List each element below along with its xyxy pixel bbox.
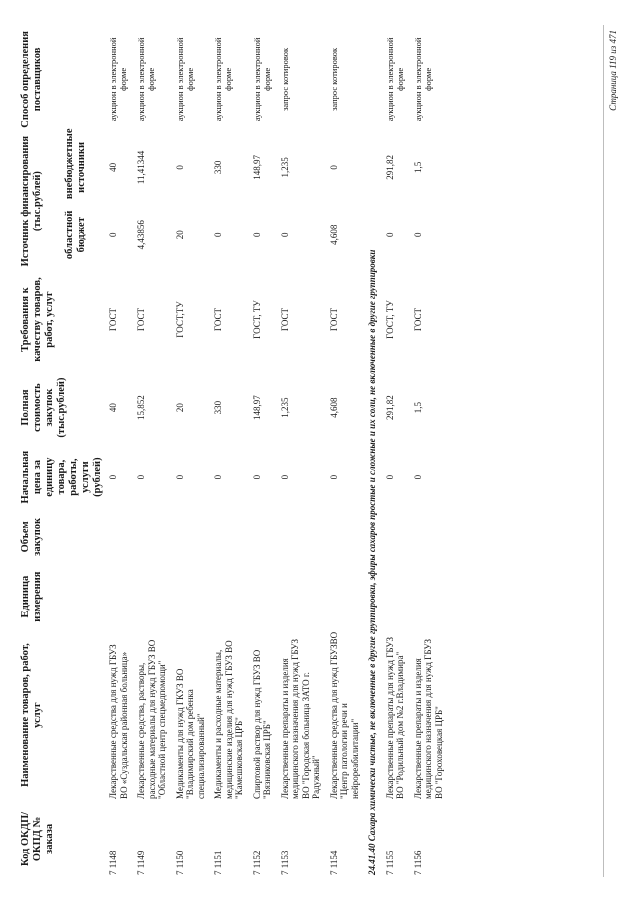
- header-source-offbudget: внебюджетные источники: [64, 128, 87, 200]
- row-source-regional: 0: [251, 232, 262, 238]
- table-row: [211, 25, 250, 877]
- row-source-regional: 0: [108, 232, 118, 238]
- row-code: 7 1152: [251, 850, 262, 875]
- row-source-offbudget: 330: [213, 160, 223, 175]
- row-full-cost: 291,82: [384, 395, 395, 420]
- row-volume: [134, 510, 173, 564]
- header-code: Код ОКДП/ ОКПД № заказа: [20, 811, 55, 867]
- table-row: [134, 25, 173, 877]
- header-method: Способ определения поставщиков: [20, 31, 43, 128]
- table-row: [327, 25, 366, 877]
- row-unit: [106, 564, 134, 629]
- row-requirements: ГОСТ: [108, 308, 118, 332]
- table-row: [106, 25, 134, 877]
- row-name: Медикаменты для нужд ГКУЗ ВО "Владимирский дом ребенка специализированный": [174, 668, 206, 799]
- row-code: 7 1156: [412, 850, 423, 875]
- row-init-price: 0: [213, 474, 223, 480]
- row-code: 7 1148: [108, 850, 118, 875]
- table-row: [411, 25, 450, 877]
- row-code: 7 1149: [136, 850, 146, 875]
- row-requirements: ГОСТ, ТУ: [384, 300, 395, 339]
- table-row: [383, 25, 411, 877]
- row-source-regional: 0: [213, 232, 223, 238]
- row-full-cost: 1,235: [279, 397, 290, 418]
- row-source-offbudget: 40: [108, 162, 118, 172]
- bottom-divider: [603, 25, 604, 877]
- row-code: 7 1154: [328, 850, 339, 875]
- row-requirements: ГОСТ: [213, 308, 223, 332]
- rows-group-b: [383, 25, 450, 877]
- row-unit: [411, 564, 450, 629]
- row-name: Спиртовой раствор для нужд ГБУЗ ВО "Вязниковская ЦРБ": [251, 649, 272, 799]
- row-volume: [173, 510, 212, 564]
- row-requirements: ГОСТ,ТУ: [174, 301, 185, 338]
- page-number: Страница 119 из 471: [608, 30, 618, 111]
- row-unit: [134, 564, 173, 629]
- row-full-cost: 1,5: [412, 401, 423, 414]
- row-code: 7 1153: [279, 850, 290, 875]
- row-unit: [173, 564, 212, 629]
- procurement-plan-table: [18, 25, 449, 877]
- row-code: 7 1155: [384, 850, 395, 875]
- table-row: [173, 25, 212, 877]
- row-init-price: 0: [136, 474, 146, 480]
- row-unit: [327, 564, 366, 629]
- row-full-cost: 4,608: [328, 397, 339, 418]
- section-row: [365, 25, 383, 877]
- row-code: 7 1151: [213, 850, 223, 875]
- row-requirements: ГОСТ: [412, 308, 423, 332]
- row-requirements: ГОСТ: [136, 308, 146, 332]
- row-method: аукцион в электронной форме: [136, 37, 156, 122]
- row-requirements: ГОСТ: [279, 308, 290, 332]
- row-source-regional: 4,608: [328, 224, 339, 245]
- row-volume: [106, 510, 134, 564]
- header-full-cost: Полная стоимость закупок (тыс.рублей): [20, 377, 67, 438]
- row-requirements: ГОСТ: [328, 308, 339, 332]
- row-volume: [250, 510, 278, 564]
- row-unit: [211, 564, 250, 629]
- row-init-price: 0: [412, 474, 423, 480]
- row-volume: [411, 510, 450, 564]
- row-source-offbudget: 148,97: [251, 155, 262, 180]
- row-source-offbudget: 11,41344: [136, 150, 146, 185]
- row-method: аукцион в электронной форме: [412, 37, 433, 122]
- row-init-price: 0: [328, 474, 339, 480]
- header-init-price: Начальная цена за единицу товара, работы, услуги (рублей): [20, 450, 103, 504]
- row-source-regional: 0: [384, 232, 395, 238]
- row-source-offbudget: 1,5: [412, 161, 423, 174]
- header-volume: Объем закупок: [20, 517, 43, 556]
- row-name: Лекарственные средства для нужд ГБУЗ ВО «Суздальская районная больница»: [108, 644, 129, 799]
- row-name: Медикаменты и расходные материалы, медицинские изделия для нужд ГБУЗ ВО "Камешковская ЦРБ": [213, 640, 244, 799]
- row-unit: [278, 564, 327, 629]
- table-row: [278, 25, 327, 877]
- row-source-regional: 4,43856: [136, 220, 146, 250]
- rows-group-a: [106, 25, 365, 877]
- row-full-cost: 148,97: [251, 395, 262, 420]
- row-method: аукцион в электронной форме: [213, 37, 233, 122]
- row-init-price: 0: [251, 474, 262, 480]
- row-source-regional: 0: [412, 232, 423, 238]
- row-full-cost: 20: [174, 403, 185, 413]
- row-method: запрос котировок: [279, 47, 290, 111]
- row-source-offbudget: 1,235: [279, 157, 290, 178]
- row-source-offbudget: 0: [328, 165, 339, 170]
- row-unit: [383, 564, 411, 629]
- row-name: Лекарственные препараты и изделия медицинского назначения для нужд ГБУЗ ВО "Городская больница ЗАТО г. Радужный": [279, 639, 321, 799]
- row-init-price: 0: [174, 474, 185, 480]
- row-method: аукцион в электронной форме: [251, 37, 272, 122]
- section-group: [365, 25, 383, 877]
- row-name: Лекарственные препараты и изделия медицинского назначения для нужд ГБУЗ ВО "Гороховецкая ЦРБ": [412, 639, 444, 799]
- row-source-offbudget: 291,82: [384, 155, 395, 180]
- row-full-cost: 15,852: [136, 395, 146, 420]
- header-requirements: Требования к качеству товаров, работ, услуг: [20, 277, 55, 362]
- row-full-cost: 40: [108, 403, 118, 413]
- row-volume: [211, 510, 250, 564]
- row-method: аукцион в электронной форме: [108, 37, 128, 122]
- row-init-price: 0: [279, 474, 290, 480]
- header-source-regional: областной бюджет: [64, 210, 87, 260]
- row-init-price: 0: [108, 474, 118, 480]
- header-name: Наименование товаров, работ, услуг: [20, 643, 43, 787]
- row-unit: [250, 564, 278, 629]
- section-title: Сахара химически чистые, не включенные в другие группировки, эфиры сахаров простые и сложные и их соли, не включенные в другие группировки: [367, 249, 377, 842]
- row-init-price: 0: [384, 474, 395, 480]
- section-code: 24.41.40: [367, 843, 377, 875]
- row-volume: [327, 510, 366, 564]
- row-method: запрос котировок: [328, 47, 339, 111]
- row-source-regional: 20: [174, 230, 185, 240]
- table-header: [18, 25, 106, 877]
- row-full-cost: 330: [213, 400, 223, 415]
- row-requirements: ГОСТ, ТУ: [251, 300, 262, 339]
- row-source-regional: 0: [279, 232, 290, 238]
- row-name: Лекарственные препараты для нужд ГБУЗ ВО "Родильный дом №2 г.Владимира": [384, 636, 405, 799]
- row-volume: [383, 510, 411, 564]
- table-row: [250, 25, 278, 877]
- row-source-offbudget: 0: [174, 165, 185, 170]
- row-name: Лекарственные средства для нужд ГБУЗВО "Центр патологии речи и нейрореабилитации": [328, 631, 360, 799]
- row-volume: [278, 510, 327, 564]
- row-name: Лекарственные средства, растворы, расходные материалы для нужд ГБУЗ ВО "Областной центр спецмедпомощи": [136, 639, 167, 799]
- header-unit: Единица измерения: [20, 571, 43, 622]
- header-source: Источник финансирования (тыс.рублей): [20, 135, 43, 267]
- row-method: аукцион в электронной форме: [174, 37, 195, 122]
- row-code: 7 1150: [174, 850, 185, 875]
- row-method: аукцион в электронной форме: [384, 37, 405, 122]
